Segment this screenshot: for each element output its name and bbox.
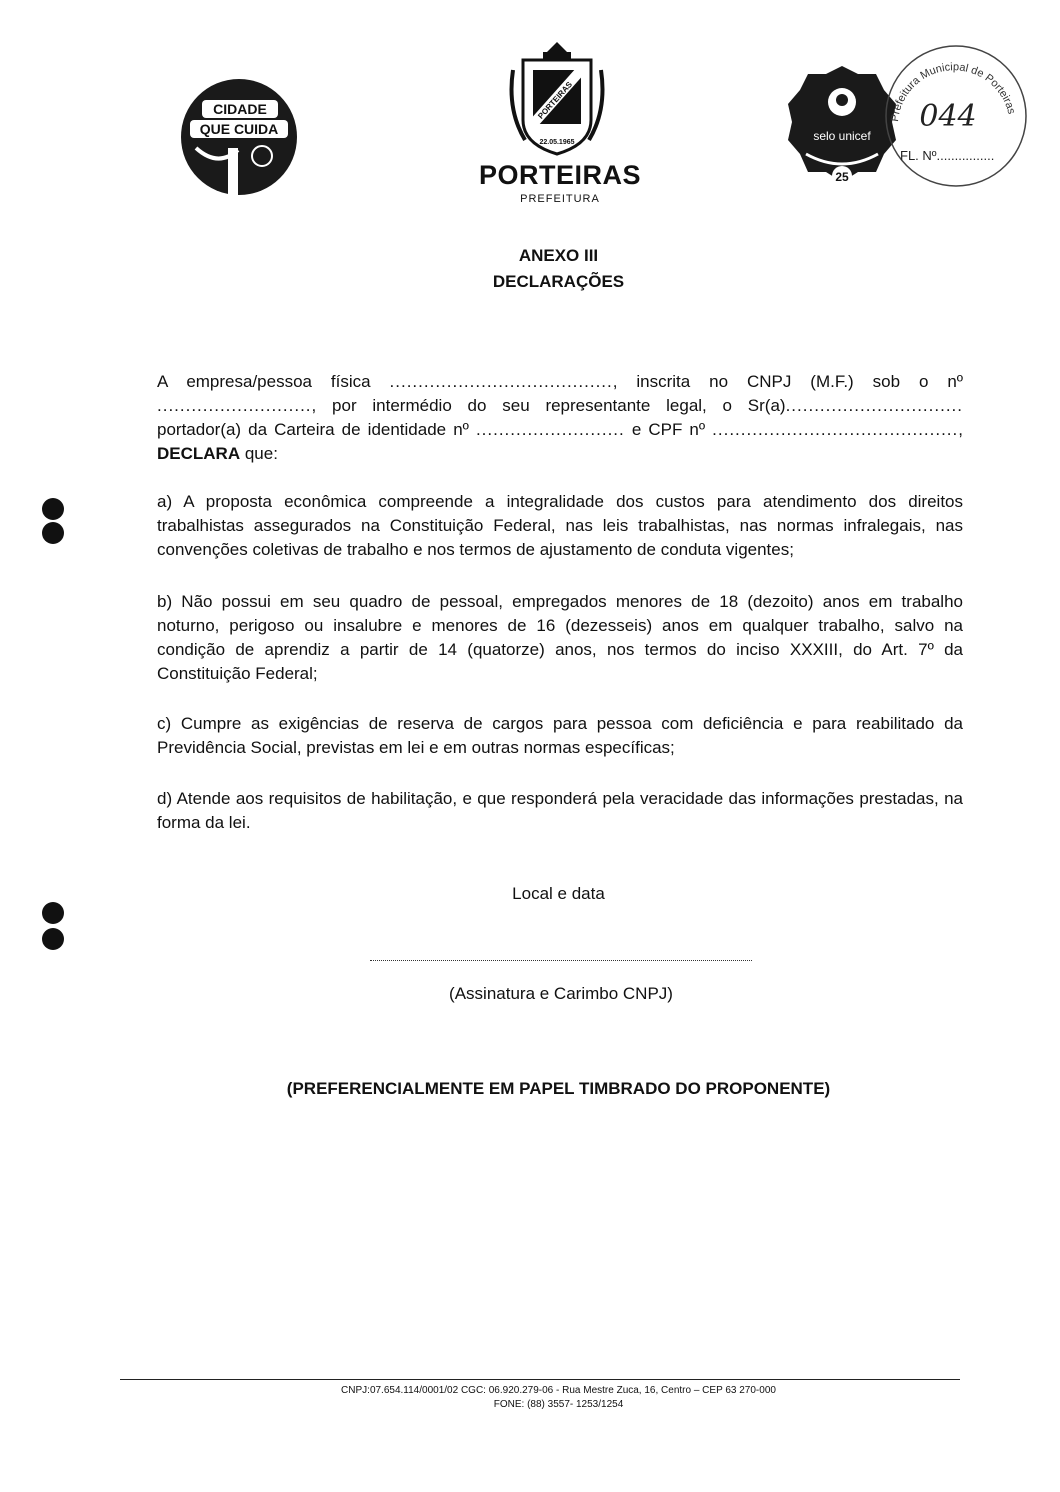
brand-subtitle: PREFEITURA	[520, 193, 600, 205]
municipal-stamp	[878, 42, 1028, 190]
porteiras-crest	[505, 40, 609, 160]
declaration-item-d: d) Atende aos requisitos de habilitação, e que responderá pela veracidade das informações prestadas, na forma da lei.	[157, 789, 963, 832]
binder-hole	[42, 928, 64, 950]
binder-hole	[42, 522, 64, 544]
brand-name: PORTEIRAS	[478, 160, 642, 190]
blank-representative: ...............................	[785, 396, 963, 415]
declaration-item-b: b) Não possui em seu quadro de pessoal, empregados menores de 18 (dezoito) anos em trabalho noturno, perigoso ou insalubre e menores de 16 (dezesseis) anos em qualquer trabalho, salvo na condição de aprendiz a partir de 14 (quatorze) anos, nos termos do inciso XXXIII, do Art. 7º da Constituição Federal;	[157, 592, 963, 683]
intro-text: A empresa/pessoa física	[157, 372, 390, 391]
local-date-label: Local e data	[512, 884, 605, 903]
declara-keyword: DECLARA	[157, 444, 241, 463]
intro-text: que:	[240, 444, 278, 463]
stamp-page-number: 044	[919, 99, 977, 134]
signature-label: (Assinatura e Carimbo CNPJ)	[449, 984, 673, 1003]
blank-company: .......................................	[389, 372, 613, 391]
signature-line	[370, 960, 752, 961]
crest-date: 22.05.1965	[539, 139, 575, 146]
declaration-item-a: a) A proposta econômica compreende a integralidade dos custos para atendimento dos direitos trabalhistas assegurados na Constituição Federal, nas leis trabalhistas, nas normas infralegais, nas convenções coletivas de trabalho e nos termos de ajustamento de conduta vigentes;	[157, 492, 963, 559]
intro-text: e CPF nº	[624, 420, 713, 439]
binder-hole	[42, 498, 64, 520]
unicef-number: 25	[835, 170, 849, 184]
blank-cnpj: ...........................	[157, 396, 312, 415]
intro-text: portador(a) da Carteira de identidade nº	[157, 420, 476, 439]
unicef-label: selo unicef	[813, 129, 871, 143]
footer-address: CNPJ:07.654.114/0001/02 CGC: 06.920.279-06 - Rua Mestre Zuca, 16, Centro – CEP 63 270-000	[341, 1385, 776, 1396]
letterhead-note: (PREFERENCIALMENTE EM PAPEL TIMBRADO DO PROPONENTE)	[286, 1079, 831, 1098]
intro-text: ,	[958, 420, 963, 439]
crest-banner: PORTEIRAS	[536, 79, 575, 121]
blank-cpf: ...........................................	[712, 420, 959, 439]
left-logo-line2: QUE CUIDA	[199, 121, 279, 137]
intro-text: , por intermédio do seu representante legal, o Sr(a)	[311, 396, 786, 415]
footer-phone: FONE: (88) 3557- 1253/1254	[493, 1399, 624, 1410]
intro-text: , inscrita no CNPJ (M.F.) sob o nº	[612, 372, 963, 391]
document-title: DECLARAÇÕES	[492, 272, 625, 291]
cidade-que-cuida-logo	[178, 78, 300, 196]
annex-title: ANEXO III	[518, 246, 599, 265]
declaration-item-c: c) Cumpre as exigências de reserva de cargos para pessoa com deficiência e para reabilitado da Previdência Social, previstas em lei e em outras normas específicas;	[157, 714, 963, 757]
left-logo-line1: CIDADE	[213, 101, 267, 117]
intro-paragraph	[157, 370, 963, 466]
stamp-text: Prefeitura Municipal de Porteiras	[888, 61, 1018, 123]
binder-hole	[42, 902, 64, 924]
stamp-folio: FL. Nº................	[900, 148, 995, 163]
blank-identity: ..........................	[475, 420, 625, 439]
footer-divider	[120, 1379, 960, 1380]
